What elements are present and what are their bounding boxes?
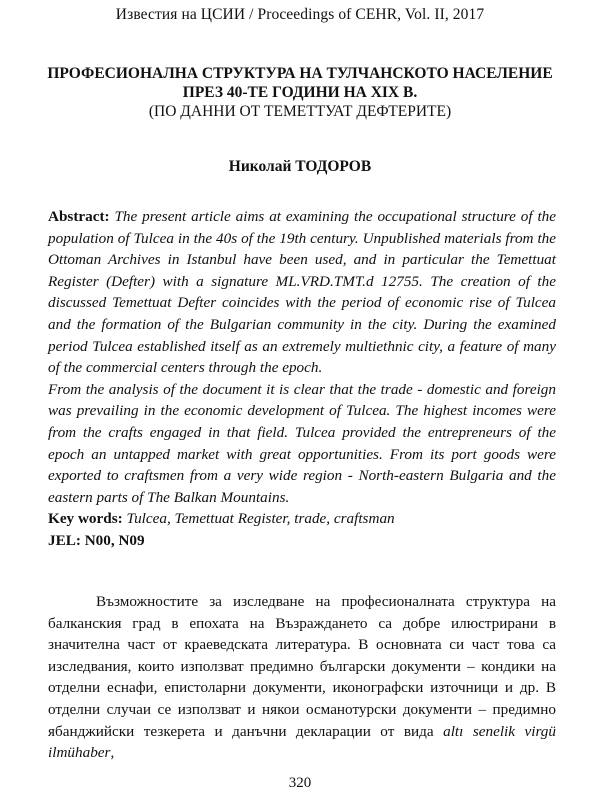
- abstract-label: Abstract:: [48, 208, 110, 225]
- abstract-text-1: The present article aims at examining the occupational structure of the population of Tulcea in the 40s of the 19th century. Unpublished materials from the Ottoman Archives in Istanbul have been used, and in particular the Temettuat Register (Defter) with a signature ML.VRD.TMT.d 12755. The creation of the discussed Temettuat Defter coincides with the period of economic rise of Tulcea and the formation of the Bulgarian community in the city. During the examined period Tulcea established itself as an extremely multiethnic city, a feature of many of the commercial centers through the epoch.: [48, 208, 556, 377]
- abstract-paragraph-1: [48, 206, 556, 379]
- abstract-section: [48, 206, 556, 552]
- author-name: Николай ТОДОРОВ: [228, 158, 372, 175]
- body-paragraph-1-italic: altı senelik virgü ilmühaber: [48, 722, 556, 762]
- keywords-label: Key words:: [48, 510, 123, 528]
- article-subtitle: (ПО ДАННИ ОТ ТЕМЕТТУАТ ДЕФТЕРИТЕ): [148, 103, 452, 120]
- body-paragraph-1: [48, 591, 556, 764]
- jel-line: [48, 530, 556, 552]
- body-paragraph-1-tail: ,: [110, 744, 115, 762]
- jel-codes: N00, N09: [84, 531, 145, 549]
- body-text: [48, 591, 556, 764]
- article-title: [20, 64, 580, 102]
- title-line-1: ПРОФЕСИОНАЛНА СТРУКТУРА НА ТУЛЧАНСКОТО НАСЕЛЕНИЕ: [47, 65, 553, 82]
- body-paragraph-1-main: Възможностите за изследване на професионалната структура на балканския град в епохата на Възраждането са добре илюстрирани в значителна част от краеведската литература. В основната си част това са изследвания, които използват предимно български документи – кондики на отделни еснафи, епистоларни документи, иконографски източници и др. В отделни случаи се използват и някои османотурски документи – предимно ябанджийски тезкерета и данъчни декларации от вида: [48, 593, 556, 740]
- running-header: Известия на ЦСИИ / Proceedings of CEHR, Vol. II, 2017: [115, 6, 485, 23]
- abstract-paragraph-2: From the analysis of the document it is clear that the trade - domestic and foreign was prevailing in the economic development of Tulcea. The highest incomes were from the crafts engaged in that field. Tulcea provided the entrepreneurs of the epoch an untapped market with great opportunities. From its port goods were exported to craftsmen from a very wide region - North-eastern Bulgaria and the eastern parts of The Balkan Mountains.: [48, 380, 556, 506]
- title-line-2: ПРЕЗ 40-ТЕ ГОДИНИ НА XIX В.: [182, 84, 418, 101]
- keywords-line: [48, 508, 556, 530]
- jel-label: JEL:: [48, 531, 81, 549]
- keywords-text: Tulcea, Temettuat Register, trade, craftsman: [126, 510, 395, 528]
- page-number: 320: [288, 775, 312, 791]
